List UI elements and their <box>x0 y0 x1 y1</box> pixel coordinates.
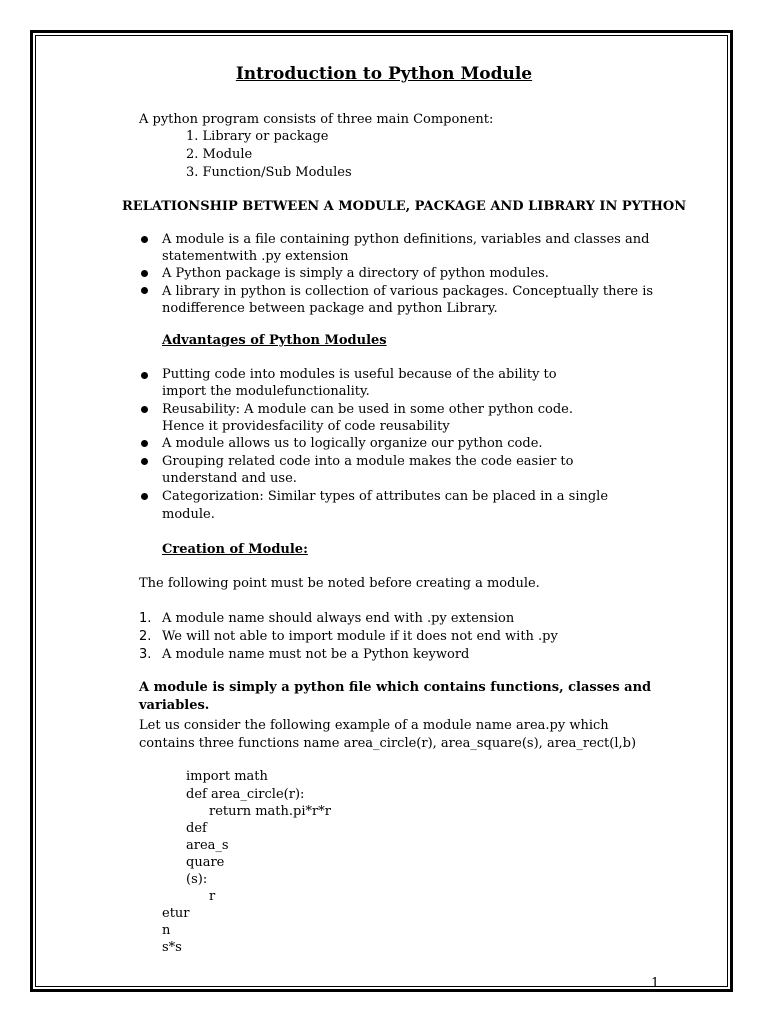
code-line: def area_circle(r): <box>186 787 305 802</box>
advantage-line: understand and use. <box>162 471 297 486</box>
creation-intro: The following point must be noted before creating a module. <box>139 576 540 591</box>
creation-point-text: We will not able to import module if it does not end with .py <box>162 629 558 644</box>
advantage-line: import the modulefunctionality. <box>162 384 370 399</box>
code-line: s*s <box>162 940 182 955</box>
code-line: quare <box>186 855 225 870</box>
code-line: import math <box>186 769 268 784</box>
relationship-line: A Python package is simply a directory of python modules. <box>162 266 549 281</box>
code-line: r <box>209 889 216 904</box>
bullet-icon <box>141 270 148 277</box>
creation-point-text: A module name should always end with .py extension <box>162 611 515 626</box>
bold-statement-line: variables. <box>139 698 210 713</box>
component-item: 3. Function/Sub Modules <box>186 165 352 180</box>
bullet-icon <box>141 440 148 447</box>
creation-heading: Creation of Module: <box>162 542 308 557</box>
relationship-line: statementwith .py extension <box>162 249 349 264</box>
advantage-line: A module allows us to logically organize our python code. <box>162 436 543 451</box>
code-line: return math.pi*r*r <box>209 804 331 819</box>
bullet-icon <box>141 287 148 294</box>
creation-point-text: A module name must not be a Python keyword <box>162 647 470 662</box>
bullet-icon <box>141 458 148 465</box>
bullet-icon <box>141 406 148 413</box>
bullet-icon <box>141 493 148 500</box>
advantage-line: Grouping related code into a module makes the code easier to <box>162 454 574 469</box>
code-line: area_s <box>186 838 229 853</box>
code-line: n <box>162 923 171 938</box>
relationship-line: A library in python is collection of various packages. Conceptually there is <box>162 284 654 299</box>
creation-point-number: 1. <box>139 611 152 626</box>
creation-point-number: 2. <box>139 629 152 644</box>
example-text-line: Let us consider the following example of a module name area.py which <box>139 718 609 733</box>
component-item: 1. Library or package <box>186 129 329 144</box>
example-text-line: contains three functions name area_circle(r), area_square(s), area_rect(l,b) <box>139 736 637 751</box>
document-title: Introduction to Python Module <box>235 64 533 84</box>
page-border-inner <box>35 35 728 987</box>
code-line: etur <box>162 906 190 921</box>
advantage-line: Hence it providesfacility of code reusability <box>162 419 450 434</box>
code-line: def <box>186 821 207 836</box>
advantage-line: Reusability: A module can be used in some other python code. <box>162 402 574 417</box>
bullet-icon <box>141 236 148 243</box>
advantage-line: Categorization: Similar types of attributes can be placed in a single <box>162 489 609 504</box>
page-number: 1 <box>651 976 660 991</box>
advantages-heading: Advantages of Python Modules <box>162 333 387 348</box>
advantage-line: module. <box>162 507 215 522</box>
component-item: 2. Module <box>186 147 253 162</box>
creation-point-number: 3. <box>139 647 152 662</box>
bold-statement-line: A module is simply a python file which contains functions, classes and <box>139 680 652 695</box>
code-line: (s): <box>186 872 208 887</box>
bullet-icon <box>141 372 148 379</box>
relationship-heading: RELATIONSHIP BETWEEN A MODULE, PACKAGE AND LIBRARY IN PYTHON <box>122 199 687 214</box>
relationship-line: A module is a file containing python definitions, variables and classes and <box>162 232 650 247</box>
intro-text: A python program consists of three main Component: <box>139 112 494 127</box>
relationship-line: nodifference between package and python Library. <box>162 301 498 316</box>
advantage-line: Putting code into modules is useful because of the ability to <box>162 367 557 382</box>
